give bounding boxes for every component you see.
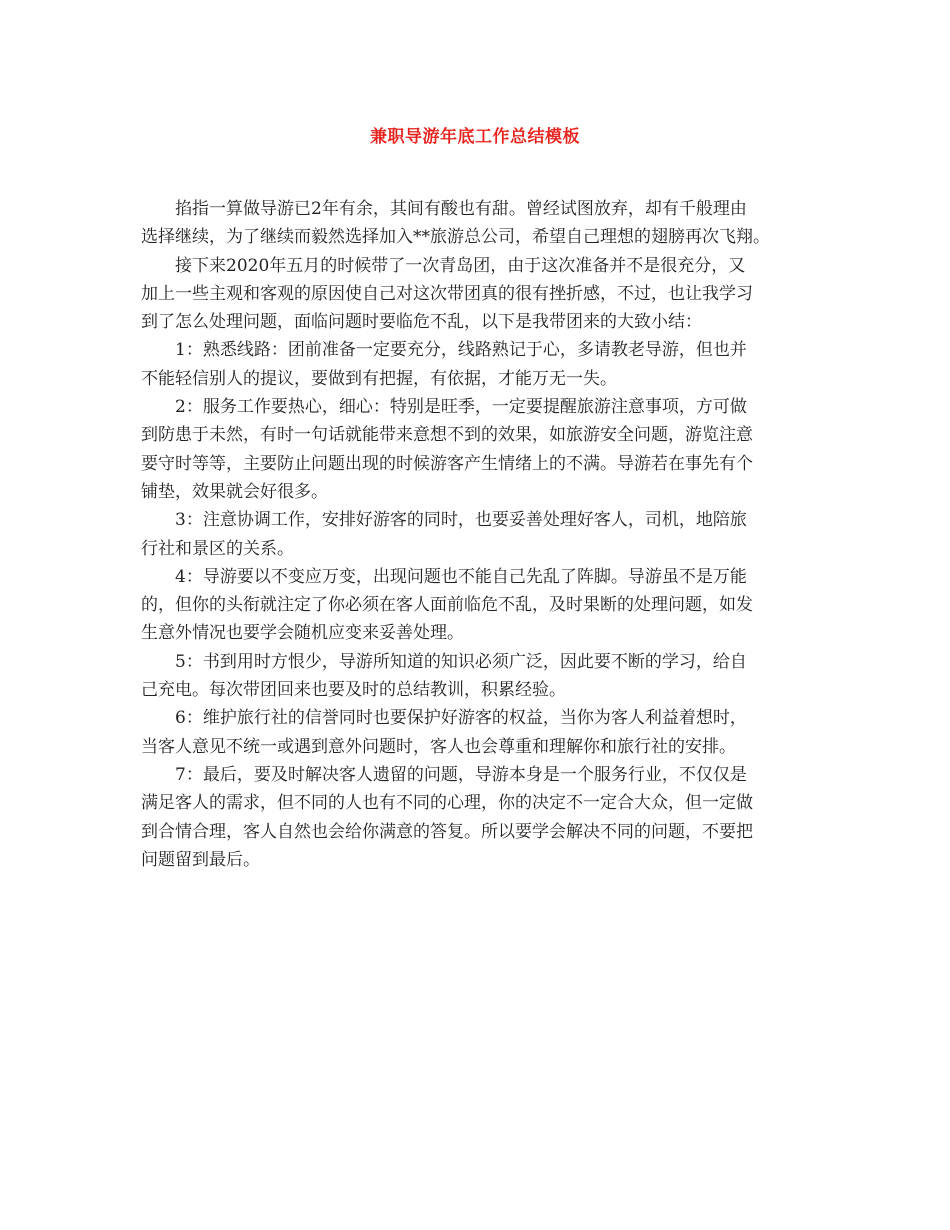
paragraph-first-line: 7：最后，要及时解决客人遗留的问题，导游本身是一个服务行业，不仅仅是 [175, 764, 747, 785]
paragraph-first-line: 2：服务工作要热心，细心：特别是旺季，一定要提醒旅游注意事项，方可做 [175, 397, 747, 418]
paragraph-line: 选择继续，为了继续而毅然选择加入**旅游总公司，希望自己理想的翅膀再次飞翔。 [141, 227, 770, 248]
paragraph-line: 铺垫，效果就会好很多。 [141, 481, 328, 502]
paragraph-first-line: 4：导游要以不变应万变，出现问题也不能自己先乱了阵脚。导游虽不是万能 [175, 566, 747, 587]
paragraph-first-line: 5：书到用时方恨少，导游所知道的知识必须广泛，因此要不断的学习，给自 [175, 651, 747, 672]
paragraph-line: 己充电。每次带团回来也要及时的总结教训，积累经验。 [141, 680, 566, 701]
paragraph-line: 到合情合理，客人自然也会给你满意的答复。所以要学会解决不同的问题，不要把 [141, 821, 753, 842]
document-body [141, 195, 813, 874]
paragraph-line: 问题留到最后。 [141, 849, 260, 870]
paragraph-first-line: 掐指一算做导游已2年有余，其间有酸也有甜。曾经试图放弃，却有千般理由 [175, 199, 747, 219]
paragraph-first-line: 3：注意协调工作，安排好游客的同时，也要妥善处理好客人，司机，地陪旅 [175, 510, 747, 531]
paragraph-first-line: 接下来2020年五月的时候带了一次青岛团，由于这次准备并不是很充分，又 [175, 255, 746, 276]
paragraph-line: 到了怎么处理问题，面临问题时要临危不乱，以下是我带团来的大致小结： [141, 312, 702, 333]
paragraph-line: 要守时等等，主要防止问题出现的时候游客产生情绪上的不满。导游若在事先有个 [141, 453, 753, 474]
paragraph-line: 生意外情况也要学会随机应变来妥善处理。 [141, 623, 464, 644]
paragraph-first-line: 1：熟悉线路：团前准备一定要充分，线路熟记于心，多请教老导游，但也并 [175, 340, 747, 361]
paragraph-line: 的，但你的头衔就注定了你必须在客人面前临危不乱，及时果断的处理问题，如发 [141, 595, 753, 616]
paragraph-line: 到防患于未然，有时一句话就能带来意想不到的效果，如旅游安全问题，游览注意 [141, 425, 753, 446]
paragraph-first-line: 6：维护旅行社的信誉同时也要保护好游客的权益，当你为客人利益着想时， [175, 708, 747, 729]
paragraph-line: 满足客人的需求，但不同的人也有不同的心理，你的决定不一定合大众，但一定做 [141, 793, 753, 814]
paragraph-line: 行社和景区的关系。 [141, 538, 294, 559]
paragraph-line: 当客人意见不统一或遇到意外问题时，客人也会尊重和理解你和旅行社的安排。 [141, 736, 736, 757]
paragraph-line: 加上一些主观和客观的原因使自己对这次带团真的很有挫折感，不过，也让我学习 [141, 283, 753, 304]
document-title: 兼职导游年底工作总结模板 [370, 127, 580, 147]
paragraph-line: 不能轻信别人的提议，要做到有把握，有依据，才能万无一失。 [141, 368, 617, 389]
